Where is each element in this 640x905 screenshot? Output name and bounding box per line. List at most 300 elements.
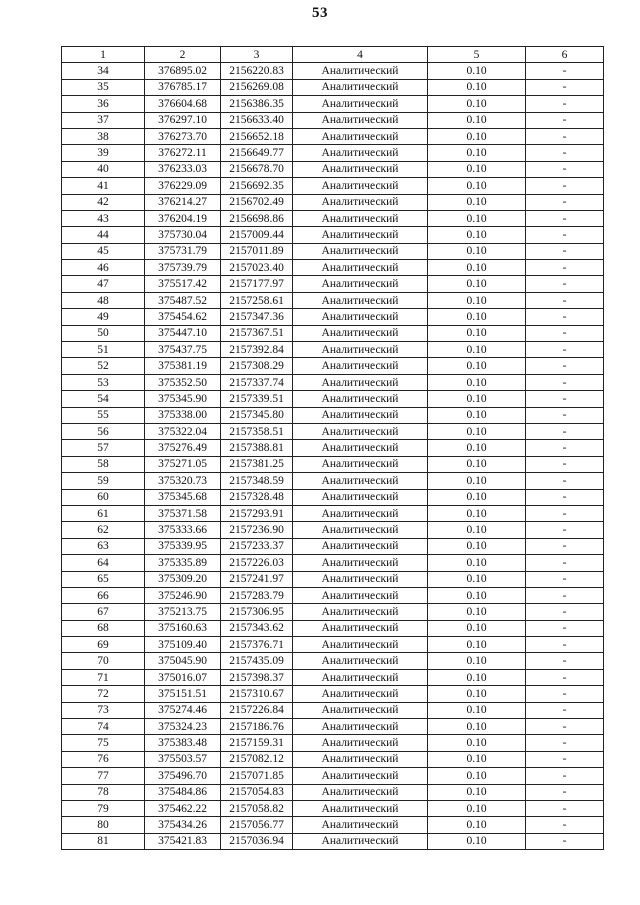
point-number-cell: 47 xyxy=(62,276,145,292)
x-coordinate-cell: 376229.09 xyxy=(145,178,221,194)
method-cell: Аналитический xyxy=(293,587,428,603)
x-coordinate-cell: 376204.19 xyxy=(145,210,221,226)
accuracy-cell: 0.10 xyxy=(428,309,526,325)
note-cell: - xyxy=(526,325,604,341)
table-row xyxy=(62,456,604,472)
accuracy-cell: 0.10 xyxy=(428,407,526,423)
table-row xyxy=(62,227,604,243)
accuracy-cell: 0.10 xyxy=(428,587,526,603)
accuracy-cell: 0.10 xyxy=(428,358,526,374)
method-cell: Аналитический xyxy=(293,325,428,341)
table-row xyxy=(62,637,604,653)
accuracy-cell: 0.10 xyxy=(428,374,526,390)
x-coordinate-cell: 375109.40 xyxy=(145,637,221,653)
x-coordinate-cell: 375335.89 xyxy=(145,555,221,571)
x-coordinate-cell: 376785.17 xyxy=(145,79,221,95)
table-row xyxy=(62,292,604,308)
table-header-row xyxy=(62,47,604,63)
method-cell: Аналитический xyxy=(293,292,428,308)
note-cell: - xyxy=(526,571,604,587)
x-coordinate-cell: 375322.04 xyxy=(145,423,221,439)
x-coordinate-cell: 375213.75 xyxy=(145,604,221,620)
x-coordinate-cell: 376272.11 xyxy=(145,145,221,161)
point-number-cell: 43 xyxy=(62,210,145,226)
note-cell: - xyxy=(526,751,604,767)
method-cell: Аналитический xyxy=(293,637,428,653)
point-number-cell: 71 xyxy=(62,669,145,685)
method-cell: Аналитический xyxy=(293,309,428,325)
table-row xyxy=(62,276,604,292)
table-row xyxy=(62,128,604,144)
method-cell: Аналитический xyxy=(293,702,428,718)
table-row xyxy=(62,604,604,620)
note-cell: - xyxy=(526,128,604,144)
table-row xyxy=(62,161,604,177)
x-coordinate-cell: 376297.10 xyxy=(145,112,221,128)
column-header-1: 1 xyxy=(62,47,145,63)
x-coordinate-cell: 375730.04 xyxy=(145,227,221,243)
note-cell: - xyxy=(526,358,604,374)
x-coordinate-cell: 375045.90 xyxy=(145,653,221,669)
method-cell: Аналитический xyxy=(293,522,428,538)
point-number-cell: 46 xyxy=(62,260,145,276)
y-coordinate-cell: 2157082.12 xyxy=(221,751,293,767)
method-cell: Аналитический xyxy=(293,784,428,800)
table-row xyxy=(62,669,604,685)
table-row xyxy=(62,374,604,390)
y-coordinate-cell: 2157343.62 xyxy=(221,620,293,636)
method-cell: Аналитический xyxy=(293,538,428,554)
accuracy-cell: 0.10 xyxy=(428,79,526,95)
y-coordinate-cell: 2157011.89 xyxy=(221,243,293,259)
point-number-cell: 80 xyxy=(62,817,145,833)
x-coordinate-cell: 375381.19 xyxy=(145,358,221,374)
x-coordinate-cell: 376273.70 xyxy=(145,128,221,144)
y-coordinate-cell: 2157310.67 xyxy=(221,686,293,702)
method-cell: Аналитический xyxy=(293,604,428,620)
note-cell: - xyxy=(526,719,604,735)
accuracy-cell: 0.10 xyxy=(428,112,526,128)
accuracy-cell: 0.10 xyxy=(428,505,526,521)
y-coordinate-cell: 2157056.77 xyxy=(221,817,293,833)
point-number-cell: 69 xyxy=(62,637,145,653)
point-number-cell: 36 xyxy=(62,96,145,112)
y-coordinate-cell: 2157358.51 xyxy=(221,423,293,439)
accuracy-cell: 0.10 xyxy=(428,178,526,194)
x-coordinate-cell: 375246.90 xyxy=(145,587,221,603)
note-cell: - xyxy=(526,161,604,177)
y-coordinate-cell: 2157177.97 xyxy=(221,276,293,292)
method-cell: Аналитический xyxy=(293,342,428,358)
y-coordinate-cell: 2157381.25 xyxy=(221,456,293,472)
point-number-cell: 63 xyxy=(62,538,145,554)
method-cell: Аналитический xyxy=(293,473,428,489)
table-row xyxy=(62,489,604,505)
point-number-cell: 64 xyxy=(62,555,145,571)
table-row xyxy=(62,522,604,538)
x-coordinate-cell: 375271.05 xyxy=(145,456,221,472)
method-cell: Аналитический xyxy=(293,96,428,112)
x-coordinate-cell: 375160.63 xyxy=(145,620,221,636)
table-row xyxy=(62,194,604,210)
x-coordinate-cell: 375274.46 xyxy=(145,702,221,718)
table-row xyxy=(62,342,604,358)
accuracy-cell: 0.10 xyxy=(428,817,526,833)
point-number-cell: 41 xyxy=(62,178,145,194)
method-cell: Аналитический xyxy=(293,620,428,636)
point-number-cell: 34 xyxy=(62,63,145,79)
note-cell: - xyxy=(526,374,604,390)
x-coordinate-cell: 375339.95 xyxy=(145,538,221,554)
accuracy-cell: 0.10 xyxy=(428,227,526,243)
method-cell: Аналитический xyxy=(293,833,428,849)
point-number-cell: 76 xyxy=(62,751,145,767)
point-number-cell: 52 xyxy=(62,358,145,374)
method-cell: Аналитический xyxy=(293,751,428,767)
accuracy-cell: 0.10 xyxy=(428,489,526,505)
y-coordinate-cell: 2157348.59 xyxy=(221,473,293,489)
y-coordinate-cell: 2157283.79 xyxy=(221,587,293,603)
point-number-cell: 53 xyxy=(62,374,145,390)
x-coordinate-cell: 375383.48 xyxy=(145,735,221,751)
note-cell: - xyxy=(526,456,604,472)
coordinates-table xyxy=(61,46,604,850)
accuracy-cell: 0.10 xyxy=(428,669,526,685)
point-number-cell: 39 xyxy=(62,145,145,161)
note-cell: - xyxy=(526,587,604,603)
x-coordinate-cell: 375276.49 xyxy=(145,440,221,456)
y-coordinate-cell: 2157376.71 xyxy=(221,637,293,653)
table-row xyxy=(62,686,604,702)
method-cell: Аналитический xyxy=(293,391,428,407)
y-coordinate-cell: 2157293.91 xyxy=(221,505,293,521)
accuracy-cell: 0.10 xyxy=(428,243,526,259)
x-coordinate-cell: 376233.03 xyxy=(145,161,221,177)
note-cell: - xyxy=(526,604,604,620)
x-coordinate-cell: 375731.79 xyxy=(145,243,221,259)
method-cell: Аналитический xyxy=(293,63,428,79)
accuracy-cell: 0.10 xyxy=(428,522,526,538)
table-row xyxy=(62,800,604,816)
accuracy-cell: 0.10 xyxy=(428,751,526,767)
y-coordinate-cell: 2157367.51 xyxy=(221,325,293,341)
table-row xyxy=(62,473,604,489)
y-coordinate-cell: 2156698.86 xyxy=(221,210,293,226)
point-number-cell: 72 xyxy=(62,686,145,702)
x-coordinate-cell: 376604.68 xyxy=(145,96,221,112)
x-coordinate-cell: 375434.26 xyxy=(145,817,221,833)
table-row xyxy=(62,505,604,521)
column-header-2: 2 xyxy=(145,47,221,63)
column-header-6: 6 xyxy=(526,47,604,63)
y-coordinate-cell: 2156649.77 xyxy=(221,145,293,161)
x-coordinate-cell: 375454.62 xyxy=(145,309,221,325)
note-cell: - xyxy=(526,342,604,358)
note-cell: - xyxy=(526,817,604,833)
accuracy-cell: 0.10 xyxy=(428,292,526,308)
accuracy-cell: 0.10 xyxy=(428,63,526,79)
x-coordinate-cell: 375496.70 xyxy=(145,768,221,784)
table-row xyxy=(62,440,604,456)
table-row xyxy=(62,96,604,112)
table-row xyxy=(62,571,604,587)
accuracy-cell: 0.10 xyxy=(428,210,526,226)
method-cell: Аналитический xyxy=(293,768,428,784)
accuracy-cell: 0.10 xyxy=(428,620,526,636)
method-cell: Аналитический xyxy=(293,423,428,439)
y-coordinate-cell: 2157388.81 xyxy=(221,440,293,456)
y-coordinate-cell: 2157036.94 xyxy=(221,833,293,849)
x-coordinate-cell: 375345.90 xyxy=(145,391,221,407)
method-cell: Аналитический xyxy=(293,571,428,587)
table-row xyxy=(62,555,604,571)
method-cell: Аналитический xyxy=(293,260,428,276)
y-coordinate-cell: 2157339.51 xyxy=(221,391,293,407)
y-coordinate-cell: 2157023.40 xyxy=(221,260,293,276)
table-row xyxy=(62,833,604,849)
point-number-cell: 44 xyxy=(62,227,145,243)
table-row xyxy=(62,243,604,259)
x-coordinate-cell: 375462.22 xyxy=(145,800,221,816)
note-cell: - xyxy=(526,440,604,456)
note-cell: - xyxy=(526,702,604,718)
table-row xyxy=(62,407,604,423)
table-row xyxy=(62,817,604,833)
point-number-cell: 65 xyxy=(62,571,145,587)
table-row xyxy=(62,620,604,636)
accuracy-cell: 0.10 xyxy=(428,538,526,554)
accuracy-cell: 0.10 xyxy=(428,653,526,669)
method-cell: Аналитический xyxy=(293,800,428,816)
note-cell: - xyxy=(526,686,604,702)
accuracy-cell: 0.10 xyxy=(428,96,526,112)
note-cell: - xyxy=(526,260,604,276)
y-coordinate-cell: 2157054.83 xyxy=(221,784,293,800)
note-cell: - xyxy=(526,292,604,308)
table-row xyxy=(62,735,604,751)
note-cell: - xyxy=(526,784,604,800)
point-number-cell: 51 xyxy=(62,342,145,358)
method-cell: Аналитический xyxy=(293,817,428,833)
note-cell: - xyxy=(526,473,604,489)
y-coordinate-cell: 2157058.82 xyxy=(221,800,293,816)
point-number-cell: 48 xyxy=(62,292,145,308)
accuracy-cell: 0.10 xyxy=(428,145,526,161)
note-cell: - xyxy=(526,96,604,112)
point-number-cell: 70 xyxy=(62,653,145,669)
table-row xyxy=(62,538,604,554)
x-coordinate-cell: 375352.50 xyxy=(145,374,221,390)
accuracy-cell: 0.10 xyxy=(428,637,526,653)
y-coordinate-cell: 2156692.35 xyxy=(221,178,293,194)
method-cell: Аналитический xyxy=(293,653,428,669)
method-cell: Аналитический xyxy=(293,735,428,751)
accuracy-cell: 0.10 xyxy=(428,571,526,587)
page-number: 53 xyxy=(312,5,328,21)
x-coordinate-cell: 375447.10 xyxy=(145,325,221,341)
y-coordinate-cell: 2157186.76 xyxy=(221,719,293,735)
note-cell: - xyxy=(526,227,604,243)
point-number-cell: 68 xyxy=(62,620,145,636)
accuracy-cell: 0.10 xyxy=(428,686,526,702)
y-coordinate-cell: 2156678.70 xyxy=(221,161,293,177)
table-body xyxy=(62,63,604,850)
note-cell: - xyxy=(526,735,604,751)
y-coordinate-cell: 2157306.95 xyxy=(221,604,293,620)
point-number-cell: 38 xyxy=(62,128,145,144)
accuracy-cell: 0.10 xyxy=(428,768,526,784)
point-number-cell: 55 xyxy=(62,407,145,423)
accuracy-cell: 0.10 xyxy=(428,456,526,472)
y-coordinate-cell: 2157071.85 xyxy=(221,768,293,784)
accuracy-cell: 0.10 xyxy=(428,719,526,735)
method-cell: Аналитический xyxy=(293,374,428,390)
note-cell: - xyxy=(526,145,604,161)
x-coordinate-cell: 375484.86 xyxy=(145,784,221,800)
accuracy-cell: 0.10 xyxy=(428,276,526,292)
accuracy-cell: 0.10 xyxy=(428,342,526,358)
table-row xyxy=(62,702,604,718)
accuracy-cell: 0.10 xyxy=(428,784,526,800)
method-cell: Аналитический xyxy=(293,719,428,735)
point-number-cell: 75 xyxy=(62,735,145,751)
y-coordinate-cell: 2157226.84 xyxy=(221,702,293,718)
method-cell: Аналитический xyxy=(293,210,428,226)
x-coordinate-cell: 375371.58 xyxy=(145,505,221,521)
table-row xyxy=(62,653,604,669)
table-row xyxy=(62,768,604,784)
note-cell: - xyxy=(526,800,604,816)
y-coordinate-cell: 2156269.08 xyxy=(221,79,293,95)
x-coordinate-cell: 375739.79 xyxy=(145,260,221,276)
y-coordinate-cell: 2156702.49 xyxy=(221,194,293,210)
method-cell: Аналитический xyxy=(293,128,428,144)
y-coordinate-cell: 2157308.29 xyxy=(221,358,293,374)
note-cell: - xyxy=(526,768,604,784)
method-cell: Аналитический xyxy=(293,489,428,505)
note-cell: - xyxy=(526,833,604,849)
note-cell: - xyxy=(526,194,604,210)
x-coordinate-cell: 375333.66 xyxy=(145,522,221,538)
y-coordinate-cell: 2157233.37 xyxy=(221,538,293,554)
table-row xyxy=(62,391,604,407)
point-number-cell: 40 xyxy=(62,161,145,177)
x-coordinate-cell: 375503.57 xyxy=(145,751,221,767)
point-number-cell: 56 xyxy=(62,423,145,439)
accuracy-cell: 0.10 xyxy=(428,194,526,210)
y-coordinate-cell: 2156652.18 xyxy=(221,128,293,144)
table-row xyxy=(62,210,604,226)
point-number-cell: 78 xyxy=(62,784,145,800)
accuracy-cell: 0.10 xyxy=(428,325,526,341)
accuracy-cell: 0.10 xyxy=(428,391,526,407)
method-cell: Аналитический xyxy=(293,407,428,423)
note-cell: - xyxy=(526,309,604,325)
table-row xyxy=(62,178,604,194)
note-cell: - xyxy=(526,79,604,95)
note-cell: - xyxy=(526,423,604,439)
point-number-cell: 73 xyxy=(62,702,145,718)
y-coordinate-cell: 2157226.03 xyxy=(221,555,293,571)
x-coordinate-cell: 375421.83 xyxy=(145,833,221,849)
x-coordinate-cell: 375151.51 xyxy=(145,686,221,702)
method-cell: Аналитический xyxy=(293,79,428,95)
accuracy-cell: 0.10 xyxy=(428,440,526,456)
note-cell: - xyxy=(526,538,604,554)
note-cell: - xyxy=(526,276,604,292)
accuracy-cell: 0.10 xyxy=(428,423,526,439)
y-coordinate-cell: 2156220.83 xyxy=(221,63,293,79)
note-cell: - xyxy=(526,243,604,259)
table-row xyxy=(62,79,604,95)
point-number-cell: 60 xyxy=(62,489,145,505)
method-cell: Аналитический xyxy=(293,669,428,685)
point-number-cell: 49 xyxy=(62,309,145,325)
accuracy-cell: 0.10 xyxy=(428,128,526,144)
note-cell: - xyxy=(526,669,604,685)
x-coordinate-cell: 375517.42 xyxy=(145,276,221,292)
table-row xyxy=(62,587,604,603)
method-cell: Аналитический xyxy=(293,456,428,472)
point-number-cell: 66 xyxy=(62,587,145,603)
note-cell: - xyxy=(526,620,604,636)
method-cell: Аналитический xyxy=(293,686,428,702)
method-cell: Аналитический xyxy=(293,178,428,194)
point-number-cell: 54 xyxy=(62,391,145,407)
y-coordinate-cell: 2157258.61 xyxy=(221,292,293,308)
table-row xyxy=(62,325,604,341)
y-coordinate-cell: 2157328.48 xyxy=(221,489,293,505)
accuracy-cell: 0.10 xyxy=(428,702,526,718)
y-coordinate-cell: 2156633.40 xyxy=(221,112,293,128)
point-number-cell: 35 xyxy=(62,79,145,95)
point-number-cell: 50 xyxy=(62,325,145,341)
table-row xyxy=(62,145,604,161)
method-cell: Аналитический xyxy=(293,243,428,259)
accuracy-cell: 0.10 xyxy=(428,800,526,816)
y-coordinate-cell: 2157435.09 xyxy=(221,653,293,669)
point-number-cell: 37 xyxy=(62,112,145,128)
table-row xyxy=(62,751,604,767)
note-cell: - xyxy=(526,505,604,521)
method-cell: Аналитический xyxy=(293,276,428,292)
method-cell: Аналитический xyxy=(293,227,428,243)
note-cell: - xyxy=(526,407,604,423)
note-cell: - xyxy=(526,637,604,653)
table-row xyxy=(62,358,604,374)
x-coordinate-cell: 375338.00 xyxy=(145,407,221,423)
point-number-cell: 67 xyxy=(62,604,145,620)
table-row xyxy=(62,112,604,128)
x-coordinate-cell: 375320.73 xyxy=(145,473,221,489)
method-cell: Аналитический xyxy=(293,505,428,521)
point-number-cell: 74 xyxy=(62,719,145,735)
method-cell: Аналитический xyxy=(293,440,428,456)
y-coordinate-cell: 2157159.31 xyxy=(221,735,293,751)
table-row xyxy=(62,423,604,439)
point-number-cell: 62 xyxy=(62,522,145,538)
column-header-3: 3 xyxy=(221,47,293,63)
y-coordinate-cell: 2157392.84 xyxy=(221,342,293,358)
x-coordinate-cell: 375345.68 xyxy=(145,489,221,505)
accuracy-cell: 0.10 xyxy=(428,833,526,849)
x-coordinate-cell: 375437.75 xyxy=(145,342,221,358)
x-coordinate-cell: 375487.52 xyxy=(145,292,221,308)
note-cell: - xyxy=(526,63,604,79)
note-cell: - xyxy=(526,178,604,194)
method-cell: Аналитический xyxy=(293,358,428,374)
point-number-cell: 57 xyxy=(62,440,145,456)
